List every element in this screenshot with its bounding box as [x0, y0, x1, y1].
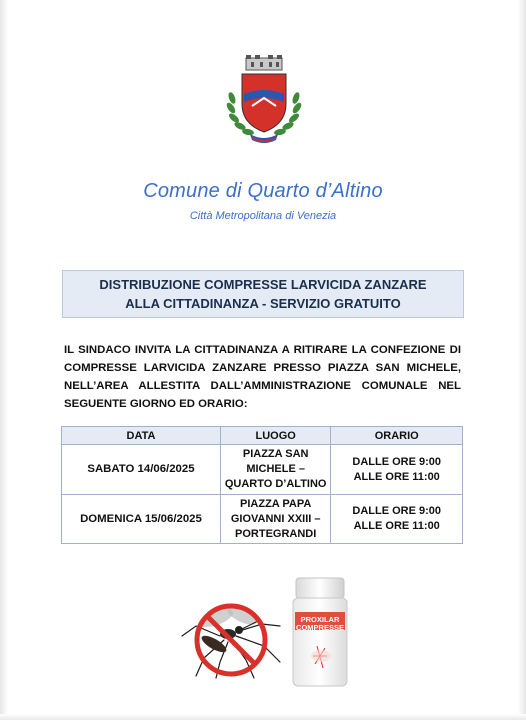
time-to: ALLE ORE 11:00 — [353, 470, 440, 483]
municipality-subtitle: Città Metropolitana di Venezia — [189, 210, 337, 222]
intro-paragraph: IL SINDACO INVITA LA CITTADINANZA A RITIRARE LA CONFEZIONE DI COMPRESSE LARVICIDA ZANZARE PRESSO PIAZZA SAN MICHELE, NELL’AREA ALLESTITA DALL’AMMINISTRAZIONE COMUNALE NEL SEGUENTE GIORNO ED ORARIO: — [64, 344, 461, 410]
place-cell — [220, 445, 331, 495]
column-header-date: DATA — [62, 427, 221, 445]
product-type: COMPRESSE — [296, 623, 344, 632]
place-line: MICHELE – — [246, 463, 306, 475]
no-mosquito-icon — [176, 596, 288, 680]
time-cell — [331, 445, 463, 495]
time-from: DALLE ORE 9:00 — [352, 455, 442, 468]
schedule-table — [61, 426, 463, 544]
page-shadow-right — [518, 0, 526, 720]
coat-of-arms-icon — [222, 52, 306, 148]
time-to: ALLE ORE 11:00 — [353, 520, 440, 532]
date-value: DOMENICA 15/06/2025 — [80, 512, 202, 525]
time-from: DALLE ORE 9:00 — [352, 505, 442, 517]
headline-line-2: ALLA CITTADINANZA - SERVIZIO GRATUITO — [125, 296, 401, 311]
place-cell — [220, 495, 331, 544]
municipality-title: Comune di Quarto d’Altino — [143, 180, 383, 202]
place-line: QUARTO D’ALTINO — [224, 478, 327, 490]
column-header-time: ORARIO — [331, 427, 463, 445]
product-brand: PROXILAR — [300, 615, 340, 624]
table-row — [62, 495, 463, 544]
place-line: PORTEGRANDI — [235, 527, 317, 540]
schedule-header-row — [62, 427, 463, 445]
bottle-icon — [287, 576, 353, 688]
headline-banner — [62, 270, 464, 318]
table-row — [62, 445, 463, 495]
place-line: PIAZZA PAPA — [240, 497, 312, 510]
time-cell — [331, 495, 463, 544]
page-shadow-bottom — [0, 714, 526, 720]
place-line: PIAZZA SAN — [242, 448, 309, 460]
product-bottle — [287, 576, 353, 688]
date-value: SABATO 14/06/2025 — [87, 463, 195, 475]
page-shadow-left — [0, 0, 8, 720]
headline-line-1: DISTRIBUZIONE COMPRESSE LARVICIDA ZANZARE — [99, 277, 427, 292]
column-header-place: LUOGO — [220, 427, 331, 445]
date-cell — [62, 445, 221, 495]
product-label — [295, 616, 345, 632]
place-line: GIOVANNI XXIII – — [230, 512, 321, 525]
date-cell — [62, 495, 221, 544]
